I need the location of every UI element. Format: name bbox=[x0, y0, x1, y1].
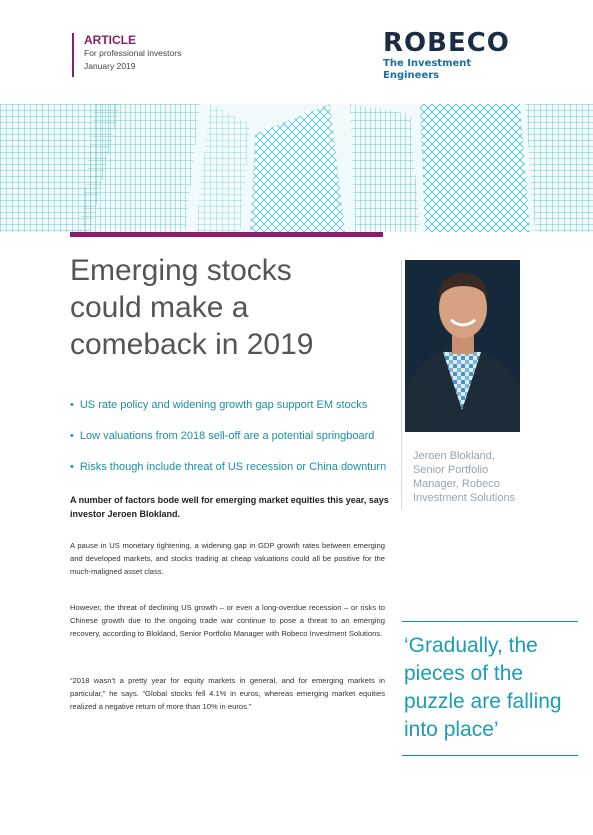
skyscraper-banner-image bbox=[0, 104, 593, 232]
caption-line: Jeroen Blokland, bbox=[413, 450, 495, 462]
quote-rule-bottom bbox=[402, 755, 578, 756]
robeco-logo bbox=[383, 28, 523, 82]
key-point bbox=[70, 429, 390, 444]
divider bbox=[401, 260, 402, 510]
body-paragraph: However, the threat of declining US growth – or even a long-overdue recession – or risks to Chinese growth due to the ongoing trade war continue to pose a threat to an emerging recovery, according to Blokland, Senior Portfolio Manager with Robeco Investment Solutions. bbox=[70, 603, 385, 638]
lead-paragraph: A number of factors bode well for emerging market equities this year, says investor Jeroen Blokland. bbox=[70, 495, 389, 519]
title-line: Emerging stocks bbox=[70, 254, 292, 287]
author-photo bbox=[405, 260, 520, 432]
bullet-icon: • bbox=[70, 430, 74, 442]
bullet-icon: • bbox=[70, 461, 74, 473]
title-line: comeback in 2019 bbox=[70, 328, 314, 361]
logo-tagline: The Investment Engineers bbox=[383, 58, 472, 81]
caption-line: Manager, Robeco bbox=[413, 478, 500, 490]
quote-line: ‘Gradually, the bbox=[404, 634, 538, 657]
body-paragraph: A pause in US monetary tightening, a widening gap in GDP growth rates between emerging and developed markets, and stocks trading at cheap valuations could all be positive for the much-maligned asset class. bbox=[70, 541, 385, 576]
quote-line: pieces of the bbox=[404, 662, 524, 685]
quote-rule-top bbox=[402, 621, 578, 622]
key-point-text: Risks though include threat of US recession or China downturn bbox=[79, 461, 387, 473]
body-paragraph: “2018 wasn’t a pretty year for equity markets in general, and for emerging markets in particular,” he says. “Global stocks fell 4.1% in euros, whereas emerging market equities realized a negative return of more than 10% in euros.” bbox=[70, 676, 385, 711]
quote-line: into place’ bbox=[404, 718, 499, 741]
author-caption bbox=[413, 449, 533, 505]
article-header bbox=[72, 33, 181, 77]
pull-quote bbox=[404, 632, 584, 744]
article-title bbox=[70, 252, 390, 363]
title-line: could make a bbox=[70, 291, 249, 324]
caption-line: Senior Portfolio bbox=[413, 464, 489, 476]
accent-bar bbox=[70, 232, 383, 237]
key-point bbox=[70, 460, 390, 475]
quote-line: puzzle are falling bbox=[404, 690, 562, 713]
audience-label: For professional investors bbox=[84, 48, 182, 58]
logo-wordmark: ROBECO bbox=[383, 28, 510, 58]
key-point bbox=[70, 398, 390, 413]
publication-date: January 2019 bbox=[84, 61, 136, 71]
caption-line: Investment Solutions bbox=[413, 492, 516, 504]
key-point-text: US rate policy and widening growth gap support EM stocks bbox=[79, 399, 368, 411]
key-point-text: Low valuations from 2018 sell-off are a potential springboard bbox=[79, 430, 375, 442]
key-points-list bbox=[70, 398, 390, 491]
bullet-icon: • bbox=[70, 399, 74, 411]
article-tag: ARTICLE bbox=[84, 33, 136, 47]
